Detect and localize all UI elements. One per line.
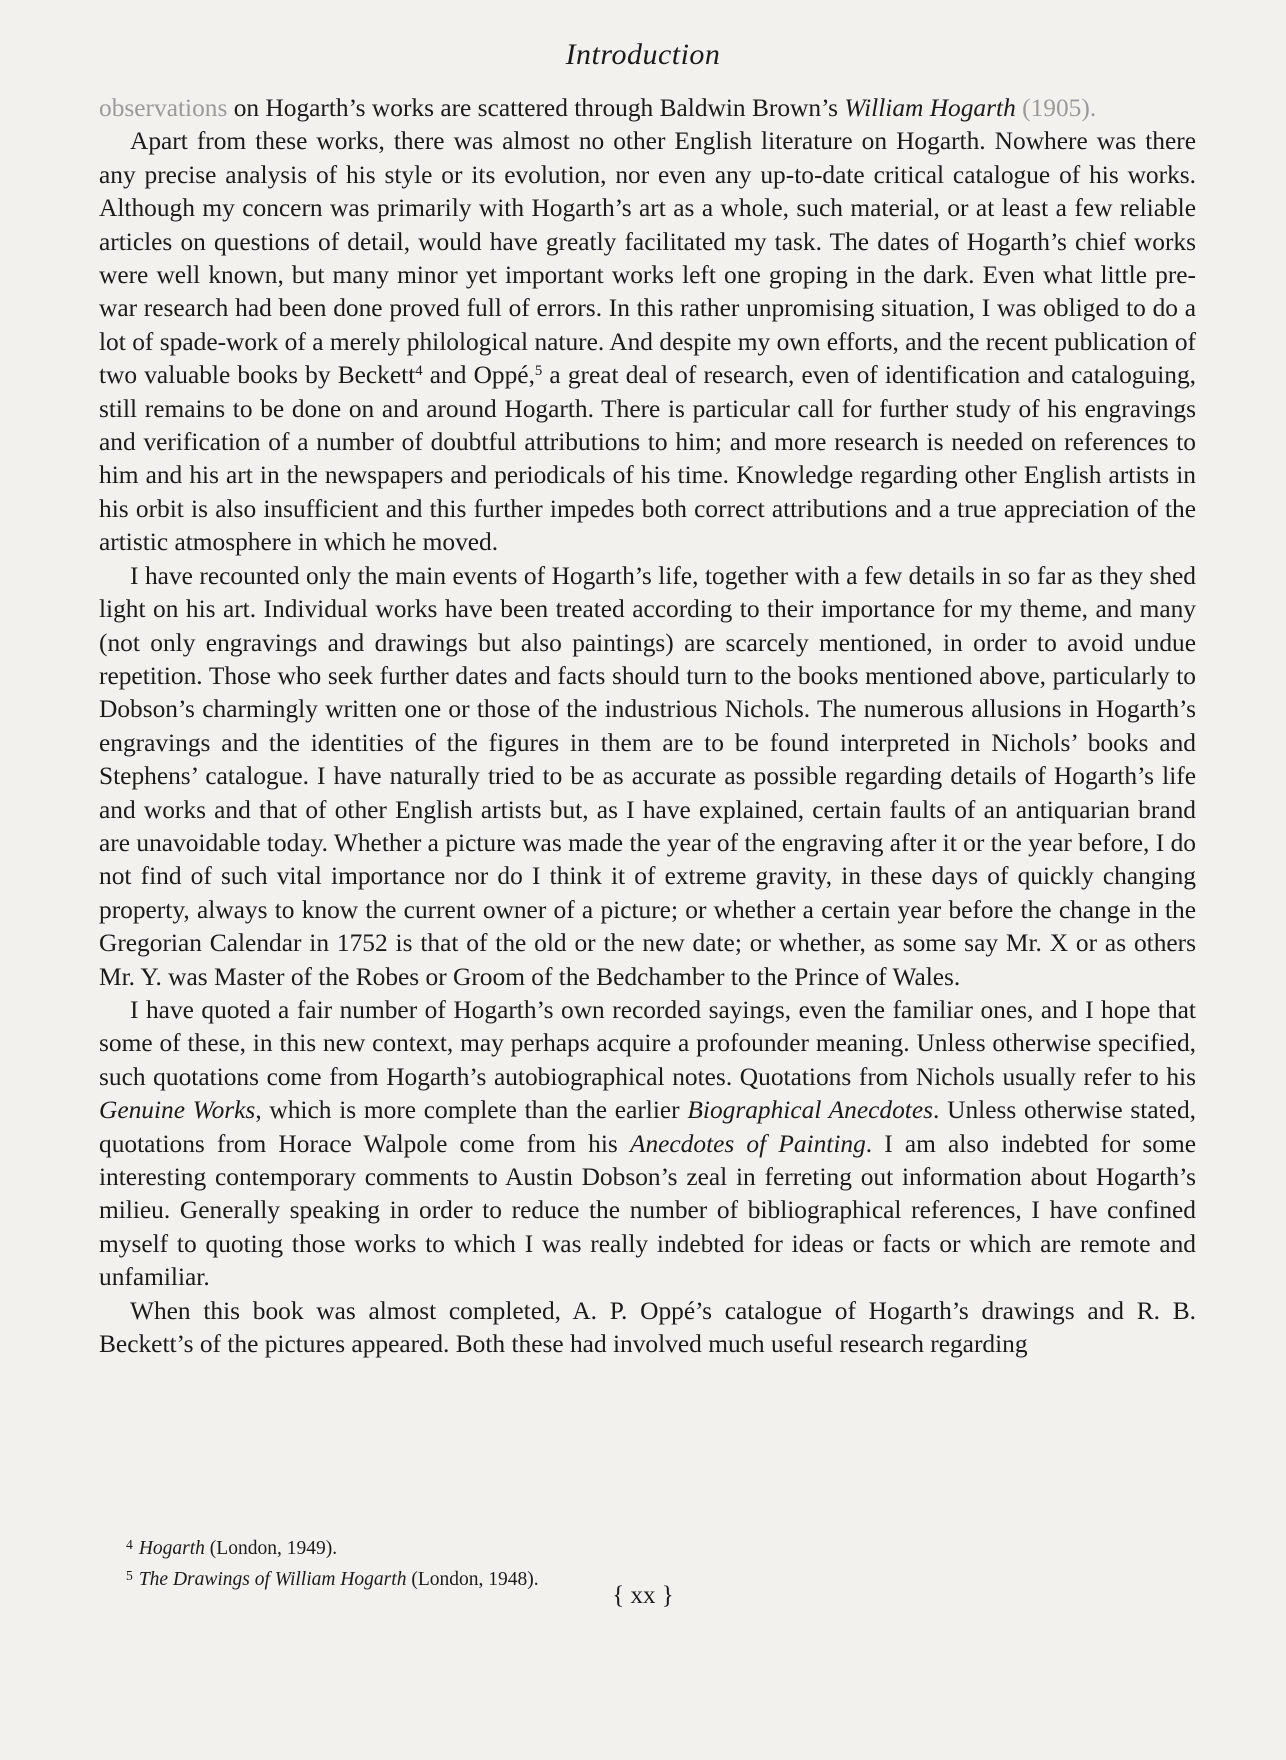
text-run: a great deal of research, even of identification and cataloguing, still remains to be done on and around Hogarth. There is particular call for further study of his engravings and verification of a number of doubtful attributions to him; and more research is needed on references to him and his art in the newspapers and periodicals of his time. Knowledge regarding other English artists in his orbit is also insufficient and this further impedes both correct attributions and a true appreciation of the artistic atmosphere in which he moved.: [99, 361, 1196, 557]
paragraph-1: [99, 92, 1196, 125]
italic-title: William Hogarth: [844, 94, 1016, 122]
body-text: [99, 92, 1196, 1361]
italic-title: Biographical Anecdotes: [687, 1096, 934, 1125]
text-run: When this book was almost completed, A. P. Oppé’s catalogue of Hogarth’s drawings and R. B. Beckett’s of the pictures appeared. Both these had involved much useful research regarding: [99, 1296, 1196, 1359]
footnote-4: [126, 1531, 1126, 1562]
text-run: I have recounted only the main events of Hogarth’s life, together with a few details in so far as they shed light on his art. Individual works have been treated according to their importance for my theme, and many (not only engravings and drawings but also paintings) are scarcely mentioned, in order to avoid undue repetition. Those who seek further dates and facts should turn to the books mentioned above, particularly to Dobson’s charmingly written one or those of the industrious Nichols. The numerous allusions in Hogarth’s engravings and the identities of the figures in them are to be found interpreted in Nichols’ books and Stephens’ catalogue. I have naturally tried to be as accurate as possible regarding details of Hogarth’s life and works and that of other English artists but, as I have explained, certain faults of an antiquarian brand are unavoidable today. Whether a picture was made the year of the engraving after it or the year before, I do not find of such vital importance nor do I think it of extreme gravity, in these days of quickly changing property, always to know the current owner of a picture; or whether a certain year before the change in the Gregorian Calendar in 1752 is that of the old or the new date; or whether, as some say Mr. X or as others Mr. Y. was Master of the Robes or Groom of the Bedchamber to the Prince of Wales.: [99, 561, 1196, 991]
footnote-mark: 5: [126, 1567, 133, 1583]
text-run: and Oppé,: [422, 361, 535, 390]
text-run: . Unless otherwise stated, quotations from Horace Walpole come from his: [99, 1096, 1196, 1158]
text-run: . I am also indebted for some interesting contemporary comments to Austin Dobson’s zeal in ferreting out information about Hogarth’s milieu. Generally speaking in order to reduce the number of bibliographical references, I have confined myself to quoting those works to which I was really indebted for ideas or facts or which are remote and unfamiliar.: [99, 1129, 1196, 1292]
footnote-text: (London, 1948).: [406, 1568, 539, 1590]
footnote-ref-4: 4: [415, 363, 423, 380]
running-head: Introduction: [565, 38, 721, 71]
paragraph-4: [99, 994, 1196, 1295]
faded-text: observations: [99, 94, 228, 122]
paragraph-5: [99, 1295, 1196, 1362]
footnote-title: Hogarth: [138, 1537, 205, 1559]
paragraph-3: [99, 560, 1196, 994]
text-run: , which is more complete than the earlier: [255, 1096, 688, 1125]
footnote-ref-5: 5: [534, 363, 543, 380]
italic-title: Anecdotes of Painting: [629, 1129, 866, 1158]
text-run: I have quoted a fair number of Hogarth’s own recorded sayings, even the familiar ones, and I hope that some of these, in this new context, may perhaps acquire a profounder meaning. Unless otherwise specified, such quotations come from Hogarth’s autobiographical notes. Quotations from Nichols usually refer to his: [99, 995, 1196, 1091]
text-run: on Hogarth’s works are scattered through Baldwin Brown’s: [227, 94, 845, 122]
footnote-text: (London, 1949).: [204, 1537, 338, 1559]
text-run: Apart from these works, there was almost no other English literature on Hogarth. Nowhere was there any precise analysis of his style or its evolution, nor even any up-to-date critical catalogue of his works. Although my concern was primarily with Hogarth’s art as a whole, such material, or at least a few reliable articles on questions of detail, would have greatly facilitated my task. The dates of Hogarth’s chief works were well known, but many minor yet important works left one groping in the dark. Even what little pre-war research had been done proved full of errors. In this rather unpromising situation, I was obliged to do a lot of spade-work of a merely philological nature. And despite my own efforts, and the recent publication of two valuable books by Beckett: [99, 127, 1196, 390]
footnote-title: The Drawings of William Hogarth: [138, 1568, 407, 1590]
italic-title: Genuine Works: [99, 1096, 256, 1125]
page-number: { xx }: [612, 1582, 674, 1609]
paragraph-2: [99, 125, 1196, 559]
footnote-mark: 4: [126, 1537, 133, 1552]
faded-text: (1905).: [1022, 94, 1097, 122]
